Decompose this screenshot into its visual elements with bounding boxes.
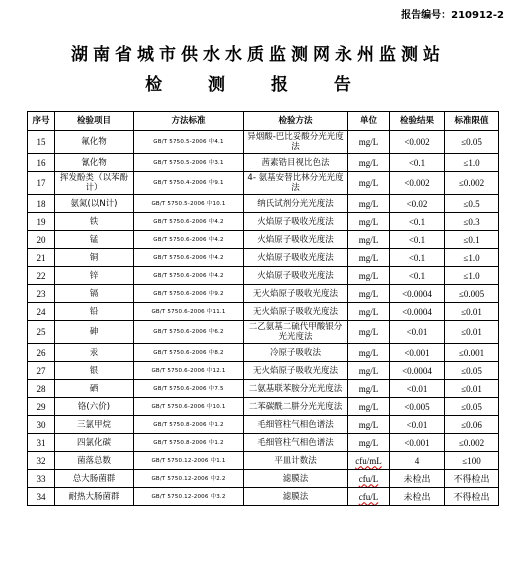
cell-unit: mg/L xyxy=(348,398,390,416)
cell-item: 汞 xyxy=(55,344,134,362)
cell-item: 铅 xyxy=(55,303,134,321)
report-title-type: 检 测 报 告 xyxy=(145,75,371,95)
cell-limit: ≤0.01 xyxy=(445,321,499,344)
cell-limit: ≤0.5 xyxy=(445,195,499,213)
cell-item: 四氯化碳 xyxy=(55,434,134,452)
cell-item: 耐热大肠菌群 xyxy=(55,488,134,506)
cell-limit: ≤0.06 xyxy=(445,416,499,434)
cell-unit: mg/L xyxy=(348,362,390,380)
cell-standard: GB/T 5750.6-2006 中12.1 xyxy=(134,362,244,380)
cell-limit: ≤1.0 xyxy=(445,249,499,267)
cell-standard: GB/T 5750.6-2006 中10.1 xyxy=(134,398,244,416)
cell-unit: cfu/mL xyxy=(348,452,390,470)
cell-standard: GB/T 5750.6-2006 中4.2 xyxy=(134,267,244,285)
table-row xyxy=(28,321,499,344)
table-row xyxy=(28,434,499,452)
cell-method: 无火焰原子吸收光度法 xyxy=(244,362,348,380)
cell-result: <0.0004 xyxy=(390,303,445,321)
cell-method: 茜素锆目视比色法 xyxy=(244,154,348,172)
cell-item: 硒 xyxy=(55,380,134,398)
cell-limit: ≤0.3 xyxy=(445,213,499,231)
table-row xyxy=(28,213,499,231)
table-row xyxy=(28,380,499,398)
cell-unit: mg/L xyxy=(348,172,390,195)
cell-method: 二苯碳酰二肼分光光度法 xyxy=(244,398,348,416)
cell-no: 32 xyxy=(28,452,55,470)
cell-method: 二氨基联苯胺分光光度法 xyxy=(244,380,348,398)
table-row xyxy=(28,195,499,213)
cell-limit: ≤1.0 xyxy=(445,267,499,285)
cell-method: 火焰原子吸收光度法 xyxy=(244,267,348,285)
cell-standard: GB/T 5750.6-2006 中8.2 xyxy=(134,344,244,362)
table-row xyxy=(28,488,499,506)
cell-method: 毛细管柱气相色谱法 xyxy=(244,434,348,452)
cell-unit: mg/L xyxy=(348,380,390,398)
cell-unit: mg/L xyxy=(348,321,390,344)
cell-item: 锰 xyxy=(55,231,134,249)
cell-result: <0.1 xyxy=(390,267,445,285)
cell-no: 33 xyxy=(28,470,55,488)
cell-method: 纳氏试剂分光光度法 xyxy=(244,195,348,213)
cell-unit: mg/L xyxy=(348,154,390,172)
cell-unit: mg/L xyxy=(348,213,390,231)
cell-result: <0.0004 xyxy=(390,362,445,380)
cell-limit: ≤0.01 xyxy=(445,303,499,321)
cell-unit: mg/L xyxy=(348,285,390,303)
cell-standard: GB/T 5750.5-2006 中10.1 xyxy=(134,195,244,213)
cell-unit: mg/L xyxy=(348,267,390,285)
cell-item: 铬(六价) xyxy=(55,398,134,416)
cell-standard: GB/T 5750.8-2006 中1.2 xyxy=(134,416,244,434)
cell-item: 铜 xyxy=(55,249,134,267)
cell-result: <0.002 xyxy=(390,172,445,195)
cell-unit: mg/L xyxy=(348,416,390,434)
cell-no: 16 xyxy=(28,154,55,172)
cell-no: 28 xyxy=(28,380,55,398)
cell-no: 15 xyxy=(28,131,55,154)
cell-standard: GB/T 5750.6-2006 中4.2 xyxy=(134,213,244,231)
cell-standard: GB/T 5750.5-2006 中3.1 xyxy=(134,154,244,172)
cell-result: <0.01 xyxy=(390,321,445,344)
table-row xyxy=(28,154,499,172)
cell-limit: ≤0.001 xyxy=(445,344,499,362)
cell-unit: cfu/L xyxy=(348,470,390,488)
cell-method: 滤膜法 xyxy=(244,488,348,506)
cell-result: <0.1 xyxy=(390,231,445,249)
cell-result: <0.01 xyxy=(390,380,445,398)
cell-limit: ≤0.05 xyxy=(445,398,499,416)
table-row xyxy=(28,362,499,380)
table-row xyxy=(28,249,499,267)
table-row xyxy=(28,172,499,195)
cell-standard: GB/T 5750.12-2006 中1.1 xyxy=(134,452,244,470)
cell-unit: cfu/L xyxy=(348,488,390,506)
cell-item: 氟化物 xyxy=(55,131,134,154)
cell-method: 无火焰原子吸收光度法 xyxy=(244,303,348,321)
cell-no: 21 xyxy=(28,249,55,267)
cell-no: 34 xyxy=(28,488,55,506)
report-title-station: 湖南省城市供水水质监测网永州监测站 xyxy=(71,45,445,65)
cell-item: 挥发酚类（以苯酚计） xyxy=(55,172,134,195)
cell-limit: ≤1.0 xyxy=(445,154,499,172)
cell-limit: ≤0.005 xyxy=(445,285,499,303)
cell-standard: GB/T 5750.6-2006 中7.5 xyxy=(134,380,244,398)
cell-result: 未检出 xyxy=(390,488,445,506)
cell-method: 平皿计数法 xyxy=(244,452,348,470)
table-header-row xyxy=(28,112,499,131)
cell-no: 24 xyxy=(28,303,55,321)
table-row xyxy=(28,398,499,416)
cell-method: 异烟酸-巴比妥酸分光光度法 xyxy=(244,131,348,154)
cell-method: 冷原子吸收法 xyxy=(244,344,348,362)
col-header-standard: 方法标准 xyxy=(134,112,244,131)
cell-result: <0.01 xyxy=(390,416,445,434)
cell-limit: 不得检出 xyxy=(445,488,499,506)
cell-unit: mg/L xyxy=(348,195,390,213)
cell-result: 4 xyxy=(390,452,445,470)
table-row xyxy=(28,231,499,249)
cell-unit: mg/L xyxy=(348,249,390,267)
cell-result: <0.02 xyxy=(390,195,445,213)
table-row xyxy=(28,285,499,303)
col-header-no: 序号 xyxy=(28,112,55,131)
table-row xyxy=(28,267,499,285)
cell-limit: ≤0.05 xyxy=(445,131,499,154)
cell-limit: ≤0.002 xyxy=(445,172,499,195)
cell-no: 31 xyxy=(28,434,55,452)
cell-unit: mg/L xyxy=(348,303,390,321)
cell-item: 菌落总数 xyxy=(55,452,134,470)
cell-standard: GB/T 5750.6-2006 中4.2 xyxy=(134,249,244,267)
cell-unit: mg/L xyxy=(348,434,390,452)
cell-no: 27 xyxy=(28,362,55,380)
cell-no: 30 xyxy=(28,416,55,434)
cell-item: 镉 xyxy=(55,285,134,303)
col-header-method: 检验方法 xyxy=(244,112,348,131)
cell-result: <0.0004 xyxy=(390,285,445,303)
cell-method: 无火焰原子吸收光度法 xyxy=(244,285,348,303)
cell-no: 22 xyxy=(28,267,55,285)
cell-item: 锌 xyxy=(55,267,134,285)
cell-no: 26 xyxy=(28,344,55,362)
cell-standard: GB/T 5750.4-2006 中9.1 xyxy=(134,172,244,195)
cell-no: 17 xyxy=(28,172,55,195)
col-header-item: 检验项目 xyxy=(55,112,134,131)
cell-result: <0.1 xyxy=(390,213,445,231)
cell-result: <0.001 xyxy=(390,434,445,452)
cell-standard: GB/T 5750.12-2006 中3.2 xyxy=(134,488,244,506)
cell-result: <0.1 xyxy=(390,249,445,267)
cell-method: 火焰原子吸收光度法 xyxy=(244,231,348,249)
cell-no: 29 xyxy=(28,398,55,416)
cell-standard: GB/T 5750.12-2006 中2.2 xyxy=(134,470,244,488)
table-row xyxy=(28,470,499,488)
cell-unit: mg/L xyxy=(348,131,390,154)
cell-method: 毛细管柱气相色谱法 xyxy=(244,416,348,434)
cell-limit: 不得检出 xyxy=(445,470,499,488)
report-number: 报告编号：210912-2 xyxy=(401,10,504,21)
table-row xyxy=(28,344,499,362)
cell-limit: ≤0.1 xyxy=(445,231,499,249)
cell-unit: mg/L xyxy=(348,344,390,362)
cell-item: 总大肠菌群 xyxy=(55,470,134,488)
cell-method: 火焰原子吸收光度法 xyxy=(244,249,348,267)
cell-no: 25 xyxy=(28,321,55,344)
cell-result: <0.001 xyxy=(390,344,445,362)
cell-method: 二乙氨基二硫代甲酸银分光光度法 xyxy=(244,321,348,344)
cell-no: 20 xyxy=(28,231,55,249)
cell-result: <0.005 xyxy=(390,398,445,416)
cell-item: 三氯甲烷 xyxy=(55,416,134,434)
col-header-result: 检验结果 xyxy=(390,112,445,131)
cell-limit: ≤0.05 xyxy=(445,362,499,380)
cell-standard: GB/T 5750.6-2006 中11.1 xyxy=(134,303,244,321)
cell-item: 氰化物 xyxy=(55,154,134,172)
cell-standard: GB/T 5750.8-2006 中1.2 xyxy=(134,434,244,452)
cell-item: 铁 xyxy=(55,213,134,231)
cell-no: 18 xyxy=(28,195,55,213)
table-row xyxy=(28,303,499,321)
cell-item: 氨氮(以N计) xyxy=(55,195,134,213)
cell-result: <0.002 xyxy=(390,131,445,154)
col-header-limit: 标准限值 xyxy=(445,112,499,131)
test-results-table xyxy=(27,111,499,506)
cell-result: 未检出 xyxy=(390,470,445,488)
col-header-unit: 单位 xyxy=(348,112,390,131)
cell-result: <0.1 xyxy=(390,154,445,172)
cell-method: 4- 氨基安替比林分光光度法 xyxy=(244,172,348,195)
table-row xyxy=(28,131,499,154)
cell-limit: ≤0.01 xyxy=(445,380,499,398)
cell-standard: GB/T 5750.6-2006 中4.2 xyxy=(134,231,244,249)
cell-item: 银 xyxy=(55,362,134,380)
table-row xyxy=(28,416,499,434)
cell-standard: GB/T 5750.6-2006 中6.2 xyxy=(134,321,244,344)
cell-method: 滤膜法 xyxy=(244,470,348,488)
cell-unit: mg/L xyxy=(348,231,390,249)
cell-limit: ≤100 xyxy=(445,452,499,470)
cell-standard: GB/T 5750.5-2006 中4.1 xyxy=(134,131,244,154)
cell-no: 19 xyxy=(28,213,55,231)
table-row xyxy=(28,452,499,470)
cell-method: 火焰原子吸收光度法 xyxy=(244,213,348,231)
cell-no: 23 xyxy=(28,285,55,303)
cell-item: 砷 xyxy=(55,321,134,344)
cell-standard: GB/T 5750.6-2006 中9.2 xyxy=(134,285,244,303)
cell-limit: ≤0.002 xyxy=(445,434,499,452)
